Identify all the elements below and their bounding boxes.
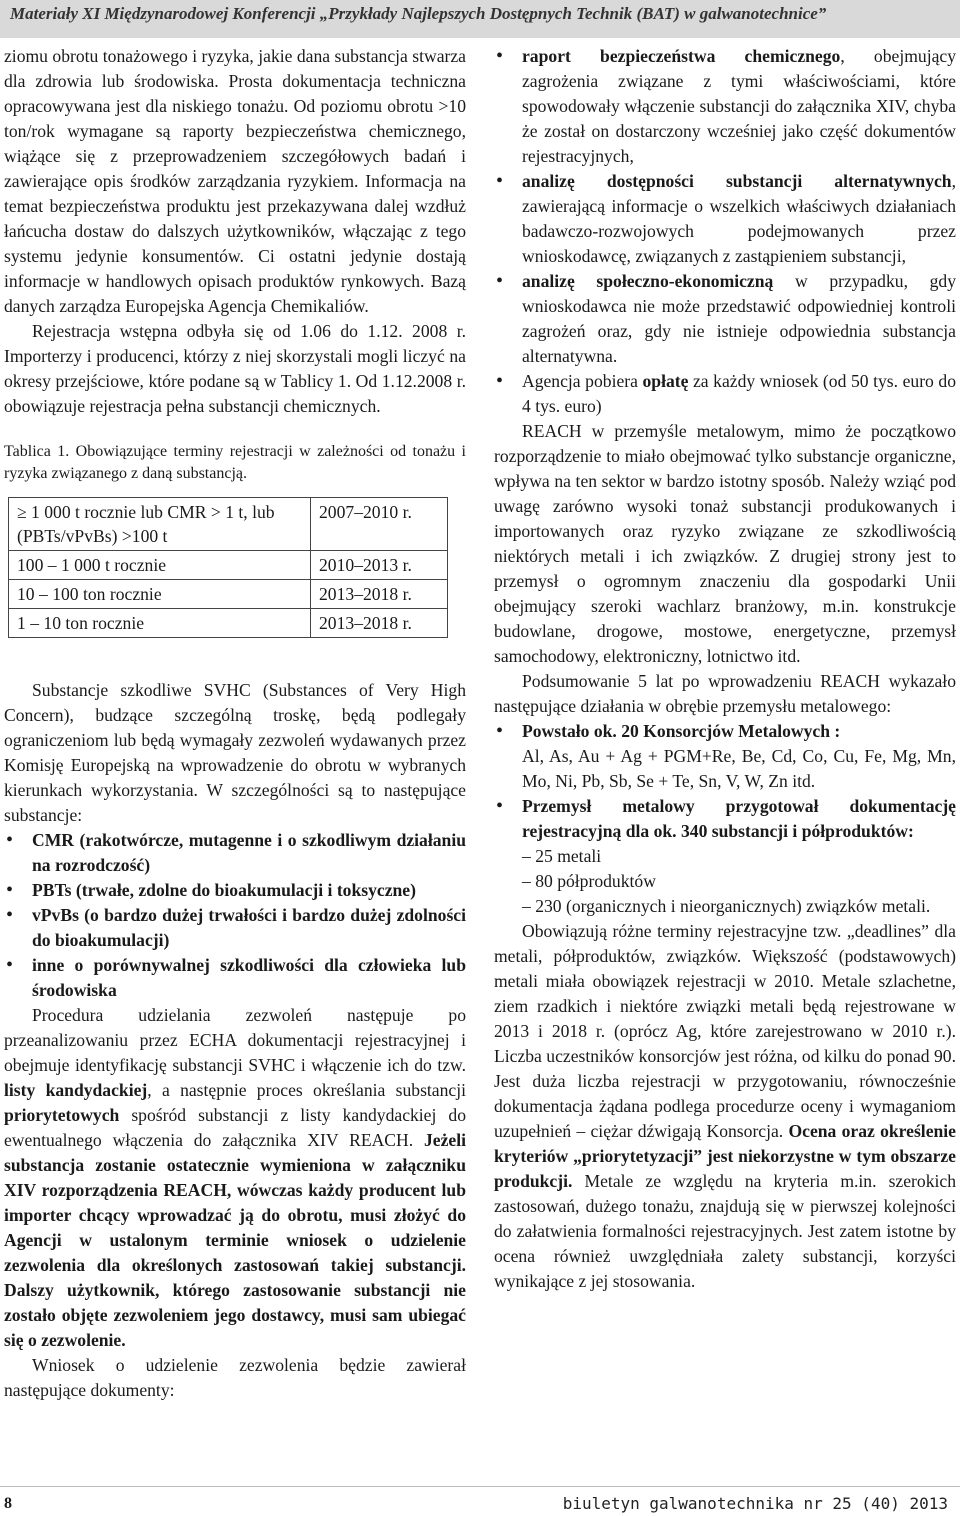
left-column	[4, 44, 466, 1403]
list-item: • analizę społeczno-ekonomiczną w przypadku, gdy wnioskodawca nie może przedstawić odpowiedniej kontroli zagrożeń oraz, gdy nie istnieje odpowiednia substancja alternatywna.	[494, 269, 956, 369]
footer-divider	[0, 1486, 960, 1487]
paragraph: Procedura udzielania zezwoleń następuje po przeanalizowaniu przez ECHA dokumentacji rejestracyjnej i obejmuje identyfikację substancji SVHC i włączenie ich do tzw. listy kandydackiej, a następnie proces określania substancji priorytetowych spośród substancji z listy kandydackiej do ewentualnego włączenia do załącznika XIV REACH. Jeżeli substancja zostanie ostatecznie wymieniona w załączniku XIV rozporządzenia REACH, wówczas każdy producent lub importer chcący wprowadzać ją do obrotu, musi złożyć do Agencji w ustalonym terminie wniosek o udzielenie zezwolenia dla określonych zastosowań takiej substancji. Dalszy użytkownik, którego zastosowanie substancji nie zostało objęte zezwoleniem jego dostawcy, musi sam ubiegać się o zezwolenie.	[4, 1005, 466, 1350]
list-item: • Powstało ok. 20 Konsorcjów Metalowych : Al, As, Au + Ag + PGM+Re, Be, Cd, Co, Cu, Fe, Mg, Mn, Mo, Ni, Pb, Sb, Se + Te, Sn, V, W, Zn itd.	[494, 719, 956, 794]
table-cell-term: 2013–2018 r.	[311, 580, 448, 609]
list-item: • inne o porównywalnej szkodliwości dla człowieka lub środowiska	[4, 953, 466, 1003]
table-cell-term: 2010–2013 r.	[311, 551, 448, 580]
table-row	[9, 580, 448, 609]
list-item: • Agencja pobiera opłatę za każdy wniosek (od 50 tys. euro do 4 tys. euro)	[494, 369, 956, 419]
list-item: • Przemysł metalowy przygotował dokumentację rejestracyjną dla ok. 340 substancji i półproduktów:	[494, 794, 956, 844]
table-row	[9, 609, 448, 638]
right-column	[494, 44, 956, 1294]
table-cell-tonnage: 10 – 100 ton rocznie	[9, 580, 311, 609]
list-item: • PBTs (trwałe, zdolne do bioakumulacji i toksyczne)	[4, 878, 466, 903]
table-row	[9, 498, 448, 551]
list-item: • analizę dostępności substancji alternatywnych, zawierającą informacje o wszelkich właściwych działaniach badawczo-rozwojowych podejmowanych przez wnioskodawcę, związanych z zastąpieniem substancji,	[494, 169, 956, 269]
table-cell-term: 2007–2010 r.	[311, 498, 448, 551]
list-item: • raport bezpieczeństwa chemicznego, obejmujący zagrożenia związane z tymi właściwościami, które spowodowały włączenie substancji do załącznika XIV, chyba że został on dostarczony wcześniej jako część dokumentów rejestracyjnych,	[494, 44, 956, 169]
paragraph: Obowiązują różne terminy rejestracyjne tzw. „deadlines” dla metali, półproduktów, związków. Większość (podstawowych) metali miała obowiązek rejestracji w 2010. Metale szlachetne, ziem rzadkich i niektóre związki metali będą rejestrowane w 2013 i 2018 r. (oprócz Ag, które zarejestrowano w 2010 r.). Liczba uczestników konsorcjów jest różna, od kilku do ponad 90. Jest duża liczba rejestracji w przygotowaniu, równocześnie dokumentacja żądana podlega procedurze oceny i wymaganiom uzupełnień – ciężar dźwigają Konsorcja. Ocena oraz określenie kryteriów „priorytetyzacji” jest niekorzystne w tym obszarze produkcji. Metale ze względu na kryteria m.in. szerokich zastosowań, dużego tonażu, znajdują się w pierwszej kolejności do załatwienia formalności rejestracyjnych. Jest zatem istotne by ocena również uwzględniała zalety substancji, korzyści wynikające z jej stosowania.	[494, 921, 956, 1291]
table-row	[9, 551, 448, 580]
list-item: • CMR (rakotwórcze, mutagenne i o szkodliwym działaniu na rozrodczość)	[4, 828, 466, 878]
paragraph: Substancje szkodliwe SVHC (Substances of Very High Concern), budzące szczególną troskę, będą podlegały ograniczeniom lub będą wymagały zezwoleń wydawanych przez Komisję Europejską na wprowadzenie do obrotu w wybranych kierunkach wykorzystania. W szczególności są to następujące substancje:	[4, 680, 466, 825]
magazine-name: biuletyn galwanotechnika nr 25 (40) 2013	[562, 1494, 948, 1513]
paragraph: Rejestracja wstępna odbyła się od 1.06 do 1.12. 2008 r. Importerzy i producenci, którzy z niej skorzystali mogli liczyć na okresy przejściowe, które podane są w Tablicy 1. Od 1.12.2008 r. obowiązuje rejestracja pełna substancji chemicznych.	[4, 321, 466, 416]
documents-list	[494, 44, 956, 419]
registration-terms-table	[8, 497, 448, 638]
paragraph: Podsumowanie 5 lat po wprowadzeniu REACH wykazało następujące działania w obrębie przemysłu metalowego:	[494, 671, 956, 716]
dash-item: – 230 (organicznych i nieorganicznych) związków metali.	[522, 896, 931, 916]
svhc-list	[4, 828, 466, 1003]
table-caption: Tablica 1. Obowiązujące terminy rejestracji w zależności od tonażu i ryzyka związanego z daną substancją.	[4, 443, 466, 482]
list-item: • vPvBs (o bardzo dużej trwałości i bardzo dużej zdolności do bioakumulacji)	[4, 903, 466, 953]
table-cell-term: 2013–2018 r.	[311, 609, 448, 638]
paragraph: REACH w przemyśle metalowym, mimo że początkowo rozporządzenie to miało obejmować tylko substancje organiczne, wpływa na ten sektor w bardzo istotny sposób. Należy wziąć pod uwagę zarówno wysoki tonaż substancji produkowanych i importowanych oraz ryzyko związane ze szkodliwością niektórych metali i ich związków. Z drugiej strony jest to przemysł o ogromnym znaczeniu dla gospodarki Unii obejmujący szeroki wachlarz branżowy, m.in. konstrukcje budowlane, drogowe, mostowe, energetyczne, przemysł samochodowy, elektroniczny, lotnictwo itd.	[494, 421, 956, 666]
summary-list	[494, 719, 956, 844]
dash-item: – 80 półproduktów	[522, 871, 656, 891]
paragraph: Wniosek o udzielenie zezwolenia będzie zawierał następujące dokumenty:	[4, 1355, 466, 1400]
table-cell-tonnage: 1 – 10 ton rocznie	[9, 609, 311, 638]
page-number: 8	[4, 1495, 12, 1512]
running-header: Materiały XI Międzynarodowej Konferencji „Przykłady Najlepszych Dostępnych Technik (BAT) w galwanotechnice”	[0, 0, 960, 38]
table-cell-tonnage: 100 – 1 000 t rocznie	[9, 551, 311, 580]
table-cell-tonnage: ≥ 1 000 t rocznie lub CMR > 1 t, lub (PBTs/vPvBs) >100 t	[9, 498, 311, 551]
dash-item: – 25 metali	[522, 846, 602, 866]
paragraph: ziomu obrotu tonażowego i ryzyka, jakie dana substancja stwarza dla zdrowia lub środowiska. Prosta dokumentacja techniczna opracowywana jest dla niskiego tonażu. Od poziomu obrotu >10 ton/rok wymagane są raporty bezpieczeństwa chemicznego, wiążące się z przeprowadzeniem szczegółowych badań i zawierające opis środków zarządzania ryzykiem. Informacja na temat bezpieczeństwa produktu jest przekazywana dalej wzdłuż łańcucha dostaw do dalszych użytkowników, włączając z tego systemu jedynie konsumentów. Ci ostatni jedynie dostają informacje w handlowych opisach produktów rynkowych. Bazą danych zarządza Europejska Agencja Chemikaliów.	[4, 46, 466, 316]
